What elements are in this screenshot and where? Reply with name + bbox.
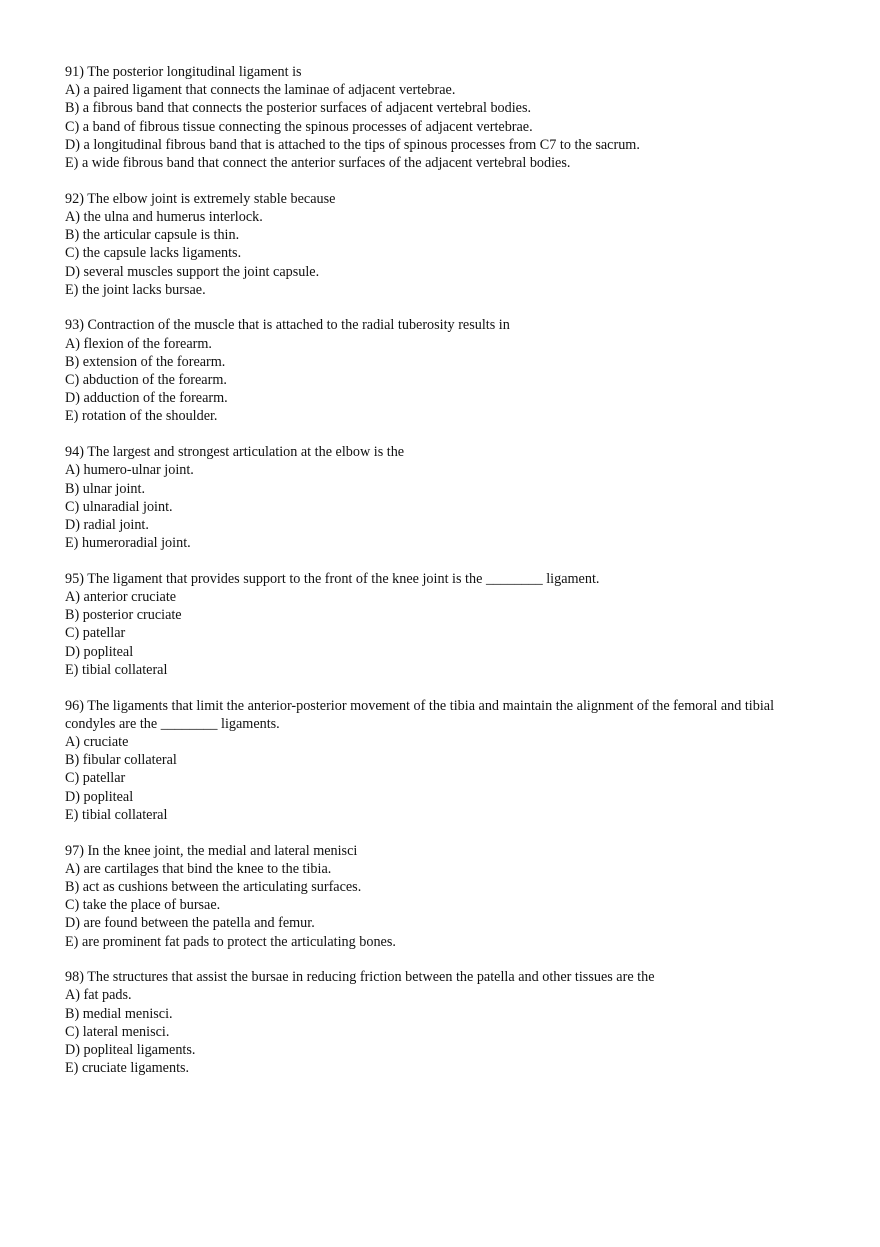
answer-option-b: B) extension of the forearm. [65, 353, 226, 370]
question-91 [65, 63, 815, 172]
answer-option-e: E) the joint lacks bursae. [65, 281, 206, 298]
question-stem: 95) The ligament that provides support to the front of the knee joint is the ________ ligament. [65, 570, 600, 587]
answer-option-c: C) take the place of bursae. [65, 897, 221, 914]
answer-option-e: E) are prominent fat pads to protect the articulating bones. [65, 933, 396, 950]
answer-option-a: A) fat pads. [65, 987, 132, 1004]
question-stem: 97) In the knee joint, the medial and lateral menisci [65, 842, 358, 859]
answer-option-a: A) the ulna and humerus interlock. [65, 208, 263, 225]
answer-option-a: A) are cartilages that bind the knee to the tibia. [65, 860, 332, 877]
answer-option-e: E) cruciate ligaments. [65, 1060, 190, 1077]
answer-option-b: B) a fibrous band that connects the posterior surfaces of adjacent vertebral bodies. [65, 100, 532, 117]
question-stem: 98) The structures that assist the bursae in reducing friction between the patella and other tissues are the [65, 969, 655, 986]
question-stem: 92) The elbow joint is extremely stable because [65, 190, 336, 207]
question-98 [65, 968, 815, 1077]
answer-option-a: A) anterior cruciate [65, 589, 177, 606]
question-92 [65, 190, 815, 299]
answer-option-a: A) flexion of the forearm. [65, 335, 212, 352]
question-94 [65, 443, 815, 552]
question-stem: 94) The largest and strongest articulation at the elbow is the [65, 444, 405, 461]
answer-option-a: A) cruciate [65, 734, 129, 750]
answer-option-c: C) a band of fibrous tissue connecting the spinous processes of adjacent vertebrae. [65, 118, 533, 135]
answer-option-c: C) patellar [65, 770, 126, 787]
answer-option-b: B) the articular capsule is thin. [65, 227, 240, 244]
answer-option-d: D) several muscles support the joint capsule. [65, 263, 320, 280]
answer-option-c: C) patellar [65, 625, 126, 642]
answer-option-b: B) fibular collateral [65, 752, 177, 769]
question-list [65, 63, 815, 1095]
answer-option-d: D) popliteal [65, 788, 134, 805]
question-stem: 93) Contraction of the muscle that is attached to the radial tuberosity results in [65, 317, 510, 334]
answer-option-d: D) radial joint. [65, 516, 149, 533]
answer-option-d: D) popliteal [65, 643, 134, 660]
answer-option-c: C) abduction of the forearm. [65, 372, 227, 389]
question-93 [65, 316, 815, 425]
answer-option-c: C) ulnaradial joint. [65, 498, 173, 515]
answer-option-a: A) a paired ligament that connects the laminae of adjacent vertebrae. [65, 82, 456, 99]
answer-option-d: D) popliteal ligaments. [65, 1042, 196, 1059]
answer-option-b: B) ulnar joint. [65, 480, 145, 497]
answer-option-d: D) are found between the patella and femur. [65, 915, 315, 932]
answer-option-c: C) lateral menisci. [65, 1023, 170, 1040]
question-stem: 91) The posterior longitudinal ligament is [65, 64, 302, 80]
answer-option-d: D) a longitudinal fibrous band that is attached to the tips of spinous processes from C7 to the sacrum. [65, 136, 640, 153]
question-97 [65, 842, 815, 951]
answer-option-b: B) medial menisci. [65, 1005, 173, 1022]
answer-option-e: E) rotation of the shoulder. [65, 408, 218, 425]
answer-option-a: A) humero-ulnar joint. [65, 462, 194, 479]
answer-option-c: C) the capsule lacks ligaments. [65, 245, 242, 262]
answer-option-e: E) humeroradial joint. [65, 535, 191, 552]
answer-option-e: E) a wide fibrous band that connect the anterior surfaces of the adjacent vertebral bodies. [65, 155, 571, 172]
question-96 [65, 697, 815, 824]
question-stem: 96) The ligaments that limit the anterior-posterior movement of the tibia and maintain the alignment of the femoral and tibial condyles are the ________ ligaments. [65, 697, 775, 732]
answer-option-d: D) adduction of the forearm. [65, 390, 228, 407]
answer-option-b: B) posterior cruciate [65, 607, 182, 624]
answer-option-e: E) tibial collateral [65, 806, 168, 823]
answer-option-e: E) tibial collateral [65, 661, 168, 678]
question-95 [65, 570, 815, 679]
answer-option-b: B) act as cushions between the articulating surfaces. [65, 878, 362, 895]
